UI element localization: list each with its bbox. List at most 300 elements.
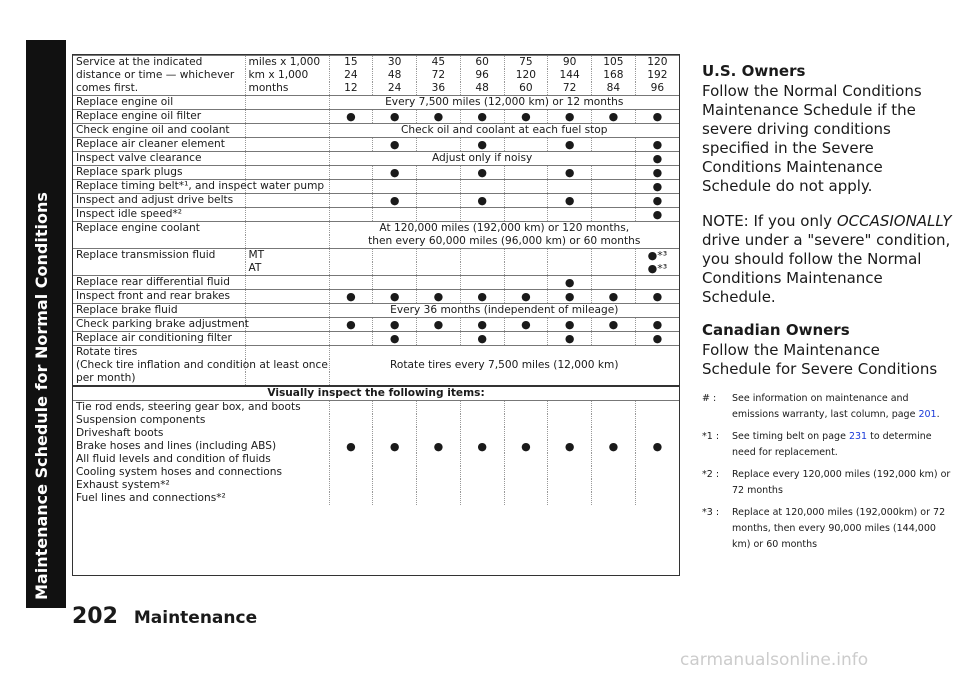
sub-label bbox=[245, 318, 329, 332]
table-row bbox=[73, 372, 679, 386]
table-row bbox=[73, 414, 679, 427]
service-dot bbox=[329, 208, 373, 222]
service-item: per month) bbox=[76, 372, 136, 384]
service-item bbox=[73, 235, 245, 249]
service-item: Check parking brake adjustment bbox=[73, 318, 245, 332]
sub-label bbox=[245, 222, 329, 236]
service-dot: ● bbox=[548, 138, 592, 152]
inspect-item: Cooling system hoses and connections bbox=[76, 466, 283, 478]
empty-cell bbox=[592, 466, 636, 479]
service-dot: ● bbox=[635, 194, 679, 208]
service-dot bbox=[373, 276, 417, 290]
service-dot: ● bbox=[504, 318, 548, 332]
sub-label bbox=[245, 124, 329, 138]
interval-value: 96 bbox=[635, 82, 679, 96]
interval-value: 60 bbox=[460, 56, 504, 70]
service-dot bbox=[592, 138, 636, 152]
empty-cell bbox=[548, 479, 592, 492]
empty-cell bbox=[417, 479, 461, 492]
empty-cell bbox=[592, 492, 636, 505]
section-name: Maintenance bbox=[133, 608, 258, 628]
service-dot bbox=[417, 276, 461, 290]
service-dot bbox=[592, 262, 636, 276]
empty-cell bbox=[548, 427, 592, 440]
header-unit: km x 1,000 bbox=[245, 69, 329, 82]
footnote bbox=[702, 505, 952, 553]
visual-inspect-header bbox=[73, 386, 679, 401]
service-dot: ● bbox=[635, 138, 679, 152]
sub-label: AT bbox=[245, 262, 329, 276]
service-dot: ● bbox=[635, 332, 679, 346]
empty-cell bbox=[548, 453, 592, 466]
service-dot: ● bbox=[460, 440, 504, 453]
empty-cell bbox=[329, 414, 373, 427]
interval-value: 60 bbox=[504, 82, 548, 96]
service-dot: ● bbox=[460, 290, 504, 304]
inspect-item: Fuel lines and connections*² bbox=[76, 492, 226, 504]
empty-cell bbox=[592, 401, 636, 415]
empty-cell bbox=[635, 453, 679, 466]
service-dot: ● bbox=[548, 276, 592, 290]
header-row bbox=[73, 56, 679, 70]
service-dot bbox=[373, 262, 417, 276]
header-label: distance or time — whichever bbox=[76, 69, 235, 81]
service-dot bbox=[329, 332, 373, 346]
empty-cell bbox=[460, 453, 504, 466]
service-dot: ● bbox=[635, 152, 679, 166]
note-text bbox=[702, 212, 952, 307]
empty-cell bbox=[329, 401, 373, 415]
service-dot bbox=[548, 262, 592, 276]
page-link[interactable]: 201 bbox=[918, 409, 937, 420]
table-row bbox=[73, 453, 679, 466]
service-dot bbox=[417, 332, 461, 346]
span-note: At 120,000 miles (192,000 km) or 120 months, bbox=[329, 222, 679, 236]
table-row bbox=[73, 346, 679, 360]
service-dot: ● bbox=[635, 208, 679, 222]
service-dot bbox=[329, 138, 373, 152]
service-dot: ● bbox=[548, 440, 592, 453]
header-label: Service at the indicated bbox=[73, 56, 245, 70]
service-item: Replace air cleaner element bbox=[73, 138, 245, 152]
inspect-item: Driveshaft boots bbox=[76, 427, 164, 439]
empty-cell bbox=[329, 479, 373, 492]
sidebar-band bbox=[26, 40, 66, 608]
service-dot: ●*³ bbox=[635, 249, 679, 263]
footnote bbox=[702, 429, 952, 461]
service-dot bbox=[329, 249, 373, 263]
header-row bbox=[73, 69, 679, 82]
service-dot bbox=[417, 166, 461, 180]
service-dot: ● bbox=[635, 180, 679, 194]
empty-cell bbox=[635, 479, 679, 492]
service-dot: ● bbox=[635, 440, 679, 453]
header-label: comes first. bbox=[76, 82, 139, 94]
service-dot bbox=[592, 194, 636, 208]
service-item: Rotate tires bbox=[73, 346, 245, 360]
service-dot bbox=[592, 208, 636, 222]
table-row bbox=[73, 479, 679, 492]
empty-cell bbox=[548, 401, 592, 415]
span-note: Adjust only if noisy bbox=[329, 152, 635, 166]
service-dot bbox=[329, 194, 373, 208]
service-dot bbox=[460, 249, 504, 263]
table-row bbox=[73, 427, 679, 440]
service-dot bbox=[373, 208, 417, 222]
service-dot: ● bbox=[329, 110, 373, 124]
interval-value: 24 bbox=[329, 69, 373, 82]
service-dot bbox=[548, 249, 592, 263]
table-row bbox=[73, 318, 679, 332]
service-item: Inspect front and rear brakes bbox=[73, 290, 245, 304]
page-link[interactable]: 231 bbox=[848, 431, 868, 442]
service-dot bbox=[592, 249, 636, 263]
service-item: Replace brake fluid bbox=[73, 304, 245, 318]
empty-cell bbox=[373, 492, 417, 505]
service-dot bbox=[329, 180, 373, 194]
empty-cell bbox=[592, 427, 636, 440]
empty-cell bbox=[373, 466, 417, 479]
span-note: then every 60,000 miles (96,000 km) or 60 months bbox=[329, 235, 679, 249]
empty-cell bbox=[635, 466, 679, 479]
header-unit: months bbox=[245, 82, 329, 96]
service-item: Replace engine oil filter bbox=[73, 110, 245, 124]
interval-value: 75 bbox=[504, 56, 548, 70]
service-item: Replace engine coolant bbox=[73, 222, 245, 236]
table-row bbox=[73, 401, 679, 415]
note-prefix: NOTE: If you only bbox=[702, 212, 833, 230]
service-dot bbox=[504, 249, 548, 263]
service-dot: ● bbox=[329, 440, 373, 453]
service-dot: ● bbox=[548, 290, 592, 304]
service-dot: ● bbox=[373, 290, 417, 304]
empty-cell bbox=[373, 414, 417, 427]
footnote-key: *3 : bbox=[702, 507, 720, 518]
service-dot: ● bbox=[417, 318, 461, 332]
table-row bbox=[73, 124, 679, 138]
empty-cell bbox=[504, 466, 548, 479]
service-dot: ● bbox=[373, 332, 417, 346]
service-dot: ● bbox=[460, 166, 504, 180]
interval-value: 12 bbox=[329, 82, 373, 96]
service-dot: ● bbox=[635, 110, 679, 124]
service-dot bbox=[417, 249, 461, 263]
service-item: Replace transmission fluid bbox=[73, 249, 245, 263]
service-dot: ● bbox=[548, 166, 592, 180]
footnote-text: Replace every 120,000 miles (192,000 km) or 72 months bbox=[732, 469, 951, 496]
right-column bbox=[702, 62, 952, 553]
sub-label bbox=[245, 276, 329, 290]
service-dot: ● bbox=[635, 166, 679, 180]
service-item: Replace air conditioning filter bbox=[73, 332, 245, 346]
interval-value: 45 bbox=[417, 56, 461, 70]
service-dot: ●*³ bbox=[635, 262, 679, 276]
service-item: (Check tire inflation and condition at least once bbox=[76, 359, 328, 371]
note-suffix: drive under a "severe" condition, you should follow the Normal Conditions Maintenance Schedule. bbox=[702, 231, 951, 306]
table-row bbox=[73, 359, 679, 372]
service-dot bbox=[635, 276, 679, 290]
empty-cell bbox=[417, 414, 461, 427]
interval-value: 84 bbox=[592, 82, 636, 96]
table-row bbox=[73, 166, 679, 180]
empty-cell bbox=[417, 453, 461, 466]
interval-value: 90 bbox=[548, 56, 592, 70]
service-dot bbox=[504, 166, 548, 180]
sub-label bbox=[245, 290, 329, 304]
interval-value: 105 bbox=[592, 56, 636, 70]
empty-cell bbox=[460, 479, 504, 492]
service-item: Replace rear differential fluid bbox=[73, 276, 245, 290]
span-note: Every 7,500 miles (12,000 km) or 12 months bbox=[329, 96, 679, 110]
interval-value: 168 bbox=[592, 69, 636, 82]
service-dot: ● bbox=[592, 110, 636, 124]
empty-cell bbox=[373, 453, 417, 466]
service-dot: ● bbox=[373, 318, 417, 332]
empty-cell bbox=[504, 401, 548, 415]
inspect-item: Brake hoses and lines (including ABS) bbox=[76, 440, 277, 452]
service-item: Replace engine oil bbox=[73, 96, 245, 110]
service-dot bbox=[373, 180, 417, 194]
inspect-item: Tie rod ends, steering gear box, and boots bbox=[73, 401, 329, 415]
service-item: Inspect valve clearance bbox=[73, 152, 245, 166]
empty-cell bbox=[635, 427, 679, 440]
empty-cell bbox=[504, 453, 548, 466]
service-dot: ● bbox=[548, 110, 592, 124]
service-dot: ● bbox=[373, 110, 417, 124]
service-dot: ● bbox=[417, 110, 461, 124]
service-dot bbox=[417, 180, 461, 194]
service-dot: ● bbox=[460, 194, 504, 208]
table-row bbox=[73, 332, 679, 346]
sub-label bbox=[245, 152, 329, 166]
service-dot bbox=[373, 249, 417, 263]
service-dot bbox=[548, 180, 592, 194]
service-dot bbox=[460, 262, 504, 276]
service-dot: ● bbox=[373, 166, 417, 180]
service-dot bbox=[417, 138, 461, 152]
sub-label bbox=[245, 346, 329, 360]
service-dot bbox=[592, 332, 636, 346]
service-item: Replace spark plugs bbox=[73, 166, 245, 180]
sub-label bbox=[245, 332, 329, 346]
empty-cell bbox=[548, 492, 592, 505]
service-dot: ● bbox=[592, 440, 636, 453]
table-row bbox=[73, 290, 679, 304]
service-dot: ● bbox=[329, 318, 373, 332]
service-dot: ● bbox=[417, 290, 461, 304]
service-item bbox=[73, 262, 245, 276]
empty-cell bbox=[592, 453, 636, 466]
interval-value: 72 bbox=[548, 82, 592, 96]
service-dot: ● bbox=[504, 440, 548, 453]
interval-value: 72 bbox=[417, 69, 461, 82]
service-dot: ● bbox=[548, 194, 592, 208]
interval-value: 15 bbox=[329, 56, 373, 70]
empty-cell bbox=[592, 479, 636, 492]
service-dot bbox=[592, 180, 636, 194]
empty-cell bbox=[635, 414, 679, 427]
empty-cell bbox=[460, 492, 504, 505]
empty-cell bbox=[417, 427, 461, 440]
service-dot: ● bbox=[635, 290, 679, 304]
service-dot bbox=[592, 166, 636, 180]
empty-cell bbox=[635, 492, 679, 505]
service-dot bbox=[417, 262, 461, 276]
table-row bbox=[73, 152, 679, 166]
empty-cell bbox=[417, 466, 461, 479]
sub-label bbox=[245, 235, 329, 249]
sub-label bbox=[245, 138, 329, 152]
table-row bbox=[73, 249, 679, 263]
table-row bbox=[73, 262, 679, 276]
sub-label bbox=[245, 304, 329, 318]
sub-label bbox=[245, 96, 329, 110]
interval-value: 96 bbox=[460, 69, 504, 82]
table-row bbox=[73, 96, 679, 110]
footnote bbox=[702, 391, 952, 423]
empty-cell bbox=[373, 479, 417, 492]
service-dot bbox=[417, 194, 461, 208]
service-dot: ● bbox=[548, 332, 592, 346]
span-note: Rotate tires every 7,500 miles (12,000 km) bbox=[329, 359, 679, 372]
service-dot: ● bbox=[504, 290, 548, 304]
empty-cell bbox=[373, 401, 417, 415]
interval-value: 144 bbox=[548, 69, 592, 82]
table-row bbox=[73, 466, 679, 479]
service-dot bbox=[417, 208, 461, 222]
empty-cell bbox=[504, 427, 548, 440]
span-note bbox=[329, 372, 679, 386]
header-row bbox=[73, 82, 679, 96]
interval-value: 30 bbox=[373, 56, 417, 70]
watermark: carmanualsonline.info bbox=[680, 650, 869, 670]
empty-cell bbox=[592, 414, 636, 427]
maintenance-table bbox=[72, 54, 680, 576]
service-dot: ● bbox=[504, 110, 548, 124]
table-row bbox=[73, 138, 679, 152]
service-item: Replace timing belt*¹, and inspect water pump bbox=[73, 180, 245, 194]
span-note: Check oil and coolant at each fuel stop bbox=[329, 124, 679, 138]
service-dot: ● bbox=[460, 332, 504, 346]
inspect-item: Suspension components bbox=[76, 414, 206, 426]
footnote-text: See timing belt on page 231 to determine need for replacement. bbox=[732, 431, 932, 458]
empty-cell bbox=[635, 401, 679, 415]
service-dot: ● bbox=[417, 440, 461, 453]
footnote-text: See information on maintenance and emissions warranty, last column, page 201. bbox=[732, 393, 940, 420]
span-note bbox=[329, 346, 679, 360]
sub-label bbox=[245, 110, 329, 124]
footnote-key: *2 : bbox=[702, 469, 720, 480]
service-item: Check engine oil and coolant bbox=[73, 124, 245, 138]
service-dot: ● bbox=[548, 318, 592, 332]
table-row bbox=[73, 222, 679, 236]
empty-cell bbox=[329, 453, 373, 466]
service-dot: ● bbox=[329, 290, 373, 304]
table-row bbox=[73, 304, 679, 318]
service-dot bbox=[460, 276, 504, 290]
service-dot bbox=[504, 262, 548, 276]
visual-inspect-label: Visually inspect the following items: bbox=[73, 386, 679, 401]
interval-value: 48 bbox=[460, 82, 504, 96]
empty-cell bbox=[460, 466, 504, 479]
service-dot bbox=[460, 180, 504, 194]
interval-value: 120 bbox=[504, 69, 548, 82]
table-row bbox=[73, 492, 679, 505]
service-dot: ● bbox=[592, 318, 636, 332]
service-item: Inspect and adjust drive belts bbox=[73, 194, 245, 208]
interval-value: 24 bbox=[373, 82, 417, 96]
service-dot bbox=[504, 180, 548, 194]
sub-label bbox=[245, 372, 329, 386]
service-dot bbox=[329, 166, 373, 180]
inspect-item: All fluid levels and condition of fluids bbox=[76, 453, 271, 465]
table-row bbox=[73, 110, 679, 124]
sub-label bbox=[245, 208, 329, 222]
sub-label bbox=[245, 194, 329, 208]
footnotes bbox=[702, 391, 952, 553]
interval-value: 192 bbox=[635, 69, 679, 82]
empty-cell bbox=[329, 492, 373, 505]
table-row bbox=[73, 440, 679, 453]
table-row bbox=[73, 235, 679, 249]
note-emphasis: OCCASIONALLY bbox=[836, 212, 952, 230]
service-dot bbox=[504, 276, 548, 290]
service-dot bbox=[592, 276, 636, 290]
interval-value: 48 bbox=[373, 69, 417, 82]
empty-cell bbox=[460, 401, 504, 415]
empty-cell bbox=[373, 427, 417, 440]
sub-label: MT bbox=[245, 249, 329, 263]
sub-label bbox=[245, 166, 329, 180]
canadian-owners-text: Follow the Maintenance Schedule for Severe Conditions bbox=[702, 341, 938, 378]
footnote-key: *1 : bbox=[702, 431, 720, 442]
service-item: Inspect idle speed*² bbox=[73, 208, 245, 222]
empty-cell bbox=[548, 414, 592, 427]
page-number: 202 bbox=[72, 604, 118, 629]
empty-cell bbox=[329, 466, 373, 479]
empty-cell bbox=[417, 492, 461, 505]
service-dot bbox=[329, 262, 373, 276]
empty-cell bbox=[548, 466, 592, 479]
page-footer bbox=[72, 604, 257, 629]
us-owners-text: Follow the Normal Conditions Maintenance Schedule if the severe driving conditions specified in the Severe Conditions Maintenance Schedule do not apply. bbox=[702, 82, 922, 195]
header-unit: miles x 1,000 bbox=[245, 56, 329, 70]
service-dot: ● bbox=[373, 440, 417, 453]
inspect-item: Exhaust system*² bbox=[76, 479, 170, 491]
span-note: Every 36 months (independent of mileage) bbox=[329, 304, 679, 318]
service-dot: ● bbox=[373, 138, 417, 152]
empty-cell bbox=[460, 414, 504, 427]
empty-cell bbox=[329, 427, 373, 440]
empty-cell bbox=[504, 479, 548, 492]
service-dot bbox=[548, 208, 592, 222]
service-dot bbox=[504, 138, 548, 152]
service-dot: ● bbox=[592, 290, 636, 304]
empty-cell bbox=[504, 492, 548, 505]
service-dot: ● bbox=[460, 110, 504, 124]
service-dot bbox=[460, 208, 504, 222]
interval-value: 36 bbox=[417, 82, 461, 96]
service-dot bbox=[504, 208, 548, 222]
table-row bbox=[73, 276, 679, 290]
footnote bbox=[702, 467, 952, 499]
service-dot bbox=[329, 276, 373, 290]
service-dot: ● bbox=[373, 194, 417, 208]
footnote-key: # : bbox=[702, 393, 717, 404]
table-row bbox=[73, 208, 679, 222]
table-row bbox=[73, 180, 679, 194]
us-owners-heading: U.S. Owners bbox=[702, 62, 806, 80]
